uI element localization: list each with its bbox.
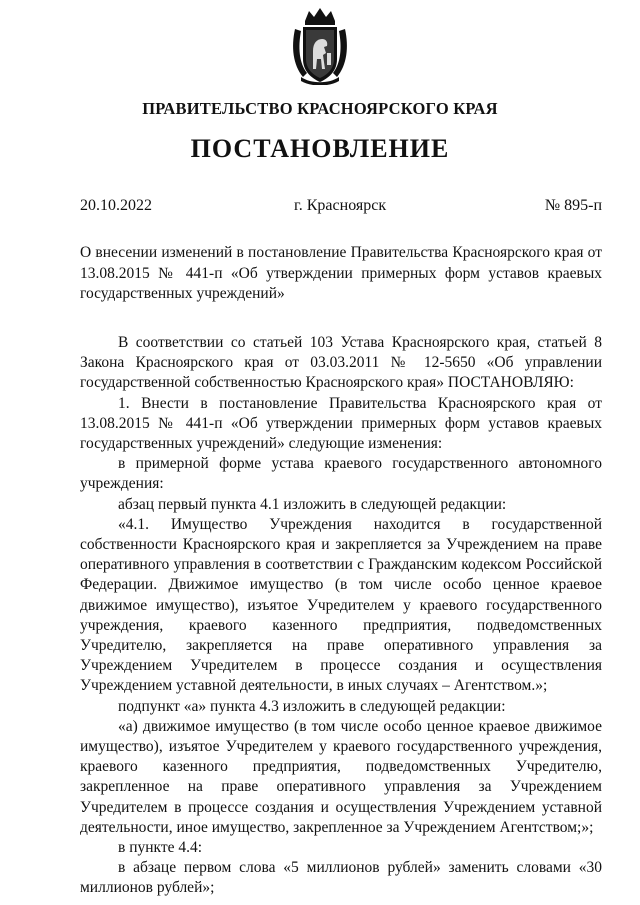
document-city: г. Красноярск	[294, 197, 387, 214]
document-subject: О внесении изменений в постановление Правительства Красноярского края от 13.08.2015 № 441-п «Об утверждении примерных форм уставов краевых государственных учреждений»	[80, 244, 602, 302]
document-number: № 895-п	[544, 197, 602, 214]
document-date: 20.10.2022	[80, 197, 152, 214]
document-type-title: ПОСТАНОВЛЕНИЕ	[190, 134, 450, 163]
document-body	[80, 333, 602, 899]
krasnoyarsk-coat-of-arms-icon	[289, 7, 351, 85]
body-paragraph: «4.1. Имущество Учреждения находится в государственной собственности Красноярского края и закрепляется за Учреждением на праве оперативного управления в соответствии с Гражданским кодексом Российской Федерации. Движимое имущество (в том числе особо ценное краевое движимое имущество), изъятое Учредителем у краевого государственного учреждения, краевого казенного предприятия, подведомственных Учредителю, закрепляется на праве оперативного управления за Учреждением Учредителем в процессе создания и осуществления Учреждением уставной деятельности, в иных случаях – Агентством.»;	[80, 515, 602, 695]
body-paragraph: «а) движимое имущество (в том числе особо ценное краевое движимое имущество), изъятое Учредителем у краевого государственного учреждения, краевого казенного предприятия, подведомственных Учредителю, закрепленное на праве оперативного управления за Учреждением Учредителем в процессе создания и осуществления Учреждением уставной деятельности, иное имущество, закрепленное за Учреждением Агентством;»;	[80, 717, 602, 836]
body-paragraph: в примерной форме устава краевого государственного автономного учреждения:	[80, 455, 602, 493]
government-name: ПРАВИТЕЛЬСТВО КРАСНОЯРСКОГО КРАЯ	[142, 99, 498, 118]
body-paragraph: в абзаце первом слова «5 миллионов рублей» заменить словами «30 миллионов рублей»;	[80, 859, 602, 897]
body-paragraph: абзац первый пункта 4.1 изложить в следующей редакции:	[118, 495, 507, 513]
body-paragraph: подпункт «а» пункта 4.3 изложить в следующей редакции:	[118, 697, 506, 715]
document-meta-row	[80, 197, 602, 217]
body-paragraph: В соответствии со статьей 103 Устава Красноярского края, статьей 8 Закона Красноярского края от 03.03.2011 № 12-5650 «Об управлении государственной собственностью Красноярского края» ПОСТАНОВЛЯЮ:	[80, 334, 602, 392]
body-paragraph: 1. Внести в постановление Правительства Красноярского края от 13.08.2015 № 441-п «Об утверждении примерных форм уставов краевых государственных учреждений» следующие изменения:	[80, 394, 602, 453]
body-paragraph: в пункте 4.4:	[118, 839, 203, 857]
